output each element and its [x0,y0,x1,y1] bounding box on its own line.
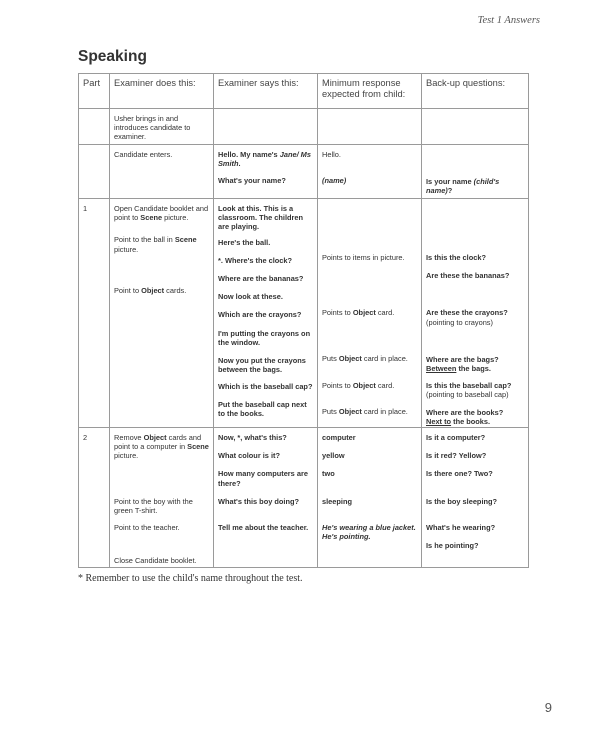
examiner-line: *. Where's the clock? [218,255,293,265]
text-bold: Scene [140,213,163,223]
examiner-line: I'm putting the crayons on the window. [218,328,311,347]
response: (name) [322,176,347,186]
backup-question: Is it red? Yellow? [426,451,487,461]
text: Point to [114,285,142,295]
examiner-line: What's this boy doing? [218,496,299,506]
cell-part [79,109,110,145]
text: picture. [114,244,139,254]
text: . [238,159,241,169]
instruction: Close Candidate booklet. [114,556,197,566]
examiner-line: Look at this. This is a classroom. The children are playing. [218,204,304,232]
speaking-table [78,73,529,568]
backup-note: (pointing to baseball cap) [426,390,509,400]
cell-does [110,145,214,199]
cell-part [79,428,110,568]
table-row [79,109,529,145]
cell-min [318,199,422,428]
cell-part [79,145,110,199]
response: sleeping [322,496,352,506]
cell-does [110,199,214,428]
backup-question: Where are the bags? [426,354,499,364]
instruction: Usher brings in and introduces candidate to examiner. [114,114,191,142]
text: card. [375,308,395,318]
text: Open Candidate booklet and point to [114,204,209,223]
cell-backup [422,145,529,199]
text: Hello. My name's [218,150,280,159]
table-row [79,145,529,199]
response: computer [322,433,356,442]
cell-min [318,428,422,568]
examiner-line: Now you put the crayons between the bags. [218,356,306,375]
examiner-line: How many computers are there? [218,469,308,488]
backup-question: Is he pointing? [426,541,479,551]
cell-does [110,109,214,145]
backup-question [426,417,524,426]
text: Points to [322,308,353,318]
text-bold: Object [352,308,376,318]
text-bold: Object [352,380,376,390]
response: yellow [322,451,345,461]
response: He's wearing a blue jacket. [322,522,416,532]
instruction: Candidate enters. [114,150,173,159]
backup-question [426,177,524,195]
backup-question: Is it a computer? [426,433,486,442]
text-underline: Between [426,364,457,374]
text-bold: Object [141,285,165,295]
instruction [114,204,209,222]
text: card in place. [361,406,408,416]
cell-part [79,199,110,428]
response: two [322,469,335,479]
backup-question: Where are the books? [426,407,504,417]
cell-backup [422,199,529,428]
text-bold: Object [338,354,362,364]
text-bold: Scene [187,442,209,452]
response [322,354,417,363]
text: Puts [322,406,339,416]
table-row [79,428,529,568]
instruction [114,286,209,295]
col-examiner-says: Examiner says this: [214,74,318,109]
col-backup-questions: Back-up questions: [422,74,529,109]
text-bold: Object [338,406,362,416]
backup-question: Is this the baseball cap? [426,381,512,391]
examiner-line: Tell me about the teacher. [218,523,309,533]
text: Is your name [426,177,474,186]
response: Hello. [322,150,341,159]
text-bold: Object [143,433,167,442]
text-italic: (child's name) [426,177,500,196]
backup-question: Is the boy sleeping? [426,496,498,506]
text: picture. [162,213,189,223]
instruction: Point to the teacher. [114,523,180,533]
text-italic: Jane/ Ms Smith [218,150,311,169]
text: cards. [164,285,187,295]
part-number: 2 [83,433,88,442]
instruction: Point to the boy with the green T-shirt. [114,496,193,515]
table-header-row [79,74,529,109]
page-number: 9 [544,700,552,715]
text: the books. [451,416,491,426]
col-examiner-does: Examiner does this: [110,74,214,109]
text: picture. [114,451,139,461]
instruction [114,235,209,253]
examiner-line: Which is the baseball cap? [218,382,313,392]
cell-backup [422,109,529,145]
text: cards and point to a computer in [114,433,202,452]
examiner-line: Where are the bananas? [218,274,304,284]
cell-min [318,145,422,199]
examiner-line: What colour is it? [218,451,280,461]
cell-backup [422,428,529,568]
examiner-line: Now look at these. [218,292,283,302]
page-title: Speaking [78,48,147,65]
text-bold: Scene [174,235,197,245]
backup-question: What's he wearing? [426,522,496,532]
cell-says [214,109,318,145]
examiner-line: Here's the ball. [218,237,271,247]
cell-says [214,145,318,199]
text: the bags. [456,364,491,374]
footnote: * Remember to use the child's name throughout the test. [78,573,303,584]
text: Points to [322,380,353,390]
col-part: Part [79,74,110,109]
text: Point to the ball in [114,235,175,245]
instruction [114,433,209,461]
backup-question: Is there one? Two? [426,469,493,479]
examiner-line: Now, *, what's this? [218,433,287,442]
response [322,308,417,317]
text: Remove [114,433,144,442]
response: He's pointing. [322,532,371,542]
response [322,407,417,416]
text: card in place. [361,354,408,364]
examiner-line: Put the baseball cap next to the books. [218,399,307,418]
examiner-line [218,150,313,168]
response: Points to items in picture. [322,253,405,262]
text: Puts [322,354,339,364]
running-head: Test 1 Answers [477,15,540,26]
backup-question: Is this the clock? [426,253,486,262]
text: ? [447,186,453,196]
examiner-line: Which are the crayons? [218,310,302,320]
cell-min [318,109,422,145]
backup-note: (pointing to crayons) [426,317,493,327]
backup-question [426,364,524,373]
text-underline: Next to [426,416,452,426]
cell-says [214,428,318,568]
text: card. [375,380,395,390]
response [322,381,417,390]
table-row [79,199,529,428]
col-minimum-response: Minimum response expected from child: [318,74,422,109]
cell-does [110,428,214,568]
cell-says [214,199,318,428]
backup-question: Are these the bananas? [426,271,510,281]
part-number: 1 [83,204,88,213]
examiner-line: What's your name? [218,176,286,186]
backup-question: Are these the crayons? [426,308,508,318]
